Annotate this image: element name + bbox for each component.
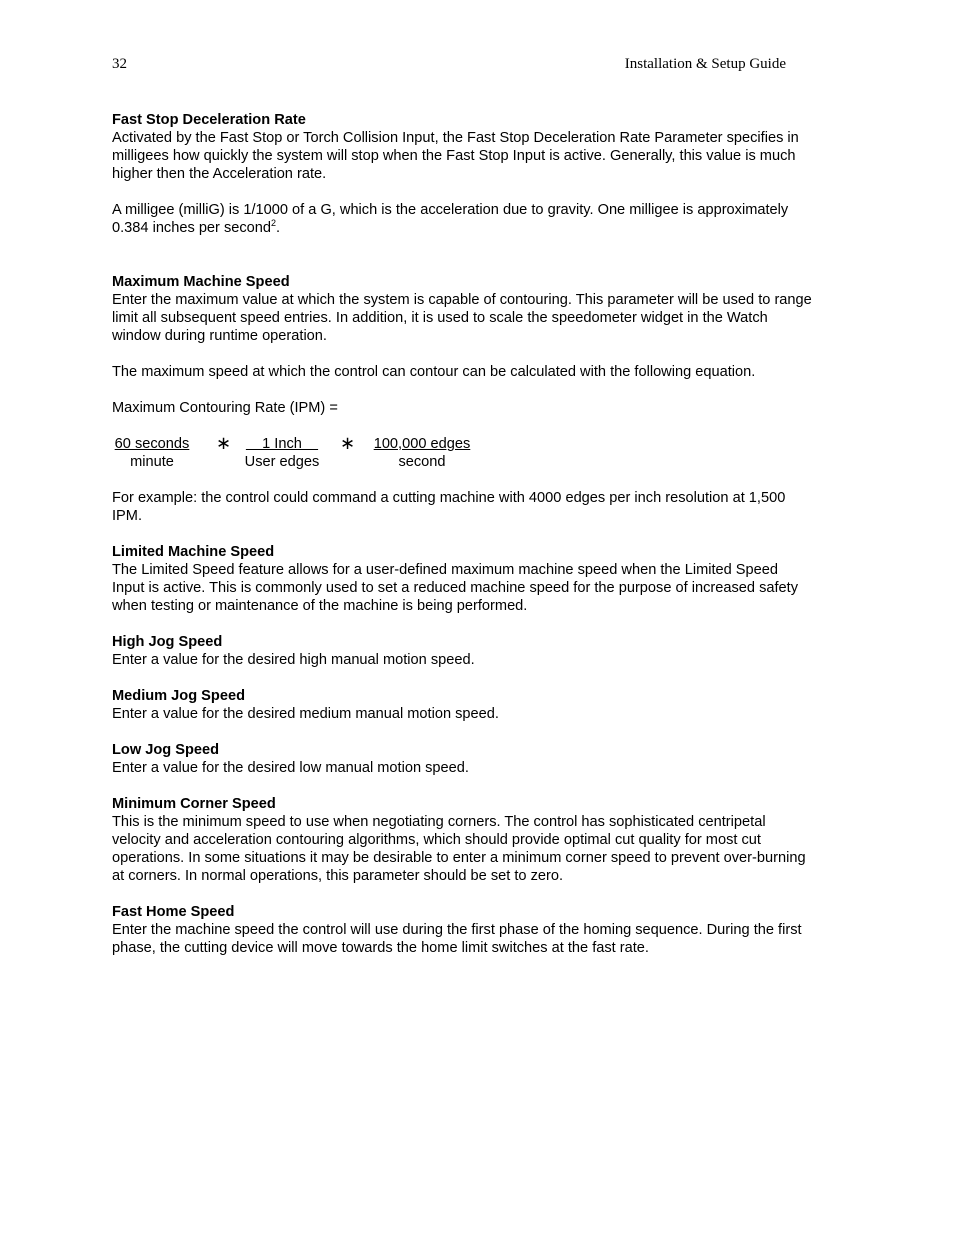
superscript-exponent: 2 [271, 218, 277, 228]
formula-term-edges [370, 435, 474, 471]
page-header [112, 56, 786, 76]
medium-jog-paragraph: Enter a value for the desired medium manual motion speed. [112, 706, 499, 722]
formula-denominator: second [398, 454, 446, 470]
formula-denominator: minute [130, 454, 174, 470]
formula-numerator: 60 seconds [114, 436, 190, 452]
section-heading-fast-home: Fast Home Speed [112, 904, 235, 920]
section-heading-medium-jog: Medium Jog Speed [112, 688, 245, 704]
milligee-text-end: . [276, 220, 281, 236]
section-heading-fast-stop: Fast Stop Deceleration Rate [112, 112, 306, 128]
limited-speed-paragraph: The Limited Speed feature allows for a user-defined maximum machine speed when the Limited Speed Input is active. This is commonly used to set a reduced machine speed for the purpose of increased safety when testing or maintenance of the machine is being performed. [112, 562, 799, 614]
page-content [112, 111, 812, 957]
page-number: 32 [112, 56, 127, 72]
multiply-operator: ∗ [216, 433, 232, 453]
low-jog-paragraph: Enter a value for the desired low manual motion speed. [112, 760, 469, 776]
fast-home-paragraph: Enter the machine speed the control will use during the first phase of the homing sequence. During the first phase, the cutting device will move towards the home limit switches at the fast rate. [112, 922, 802, 956]
formula-numerator: 100,000 edges [373, 436, 471, 452]
min-corner-paragraph: This is the minimum speed to use when negotiating corners. The control has sophisticated centripetal velocity and acceleration contouring algorithms, which should provide optimal cut quality for most cut operations. In some situations it may be desirable to enter a minimum corner speed to prevent over-burning at corners. In normal operations, this parameter should be set to zero. [112, 814, 806, 884]
formula-denominator: User edges [244, 454, 320, 470]
max-speed-paragraph: Enter the maximum value at which the system is capable of contouring. This parameter will be used to range limit all subsequent speed entries. In addition, it is used to scale the speedometer widget in the Watch window during runtime operation. [112, 292, 812, 344]
fast-stop-paragraph: Activated by the Fast Stop or Torch Collision Input, the Fast Stop Deceleration Rate Parameter specifies in milligees how quickly the system will stop when the Fast Stop Input is active. Generally, this value is much higher then the Acceleration rate. [112, 130, 799, 182]
formula-label: Maximum Contouring Rate (IPM) = [112, 400, 338, 416]
milligee-text: A milligee (milliG) is 1/1000 of a G, which is the acceleration due to gravity. One milligee is approximately 0.384 inches per second [112, 202, 789, 236]
high-jog-paragraph: Enter a value for the desired high manual motion speed. [112, 652, 475, 668]
section-heading-min-corner: Minimum Corner Speed [112, 796, 276, 812]
contouring-rate-formula [112, 435, 812, 471]
formula-term-seconds [112, 435, 192, 471]
milligee-paragraph [112, 201, 812, 237]
max-speed-example: For example: the control could command a cutting machine with 4000 edges per inch resolution at 1,500 IPM. [112, 490, 786, 524]
formula-numerator: 1 Inch [245, 436, 319, 452]
section-heading-max-speed: Maximum Machine Speed [112, 274, 290, 290]
formula-term-inch [240, 435, 324, 471]
multiply-operator: ∗ [340, 433, 356, 453]
max-speed-equation-intro: The maximum speed at which the control can contour can be calculated with the following equation. [112, 364, 756, 380]
section-heading-high-jog: High Jog Speed [112, 634, 223, 650]
section-heading-low-jog: Low Jog Speed [112, 742, 220, 758]
section-heading-limited-speed: Limited Machine Speed [112, 544, 275, 560]
running-title: Installation & Setup Guide [624, 56, 786, 72]
